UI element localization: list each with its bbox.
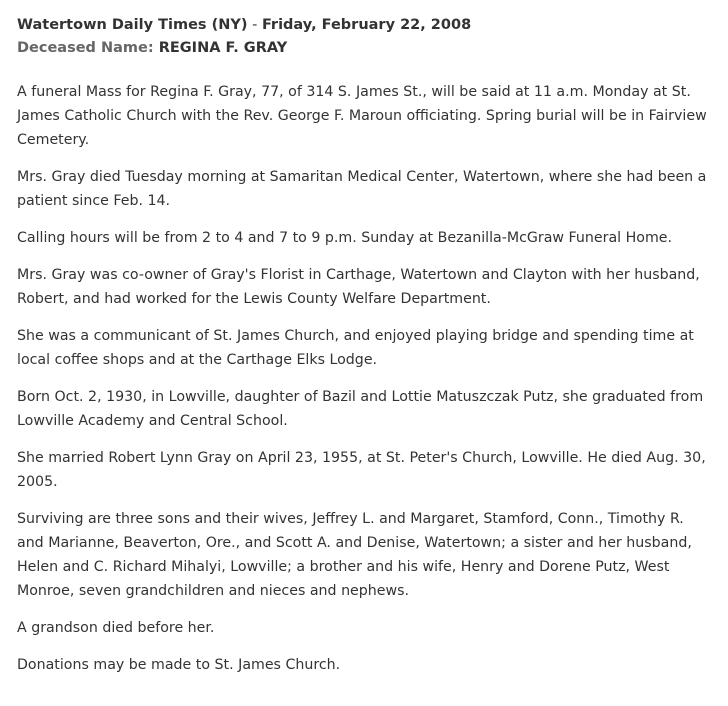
deceased-name: REGINA F. GRAY xyxy=(158,40,288,56)
paragraph-survivors: Surviving are three sons and their wives, Jeffrey L. and Margaret, Stamford, Conn., Timothy R. and Marianne, Beaverton, Ore., and Scott A. and Denise, Watertown; a sister and her husband, Helen and C. Richard Mihalyi, Lowville; a brother and his wife, Henry and Dorene Putz, West Monroe, seven grandchildren and nieces and nephews. xyxy=(17,511,692,599)
obituary-body xyxy=(17,80,714,677)
deceased-name-line xyxy=(17,37,714,60)
paragraph-death: Mrs. Gray died Tuesday morning at Samaritan Medical Center, Watertown, where she had been a patient since Feb. 14. xyxy=(17,169,707,209)
paragraph-communicant: She was a communicant of St. James Church, and enjoyed playing bridge and spending time at local coffee shops and at the Carthage Elks Lodge. xyxy=(17,328,694,368)
paragraph-birth: Born Oct. 2, 1930, in Lowville, daughter of Bazil and Lottie Matuszczak Putz, she graduated from Lowville Academy and Central School. xyxy=(17,389,704,429)
paragraph-predeceased: A grandson died before her. xyxy=(17,620,215,636)
paragraph-funeral-mass: A funeral Mass for Regina F. Gray, 77, of 314 S. James St., will be said at 11 a.m. Monday at St. James Catholic Church with the Rev. George F. Maroun officiating. Spring burial will be in Fairview Cemetery. xyxy=(17,84,707,148)
publication-date: Friday, February 22, 2008 xyxy=(261,17,472,33)
publication-name: Watertown Daily Times (NY) xyxy=(17,17,248,33)
paragraph-occupation: Mrs. Gray was co-owner of Gray's Florist in Carthage, Watertown and Clayton with her husband, Robert, and had worked for the Lewis County Welfare Department. xyxy=(17,267,700,307)
paragraph-calling-hours: Calling hours will be from 2 to 4 and 7 to 9 p.m. Sunday at Bezanilla-McGraw Funeral Home. xyxy=(17,230,673,246)
deceased-label: Deceased Name: xyxy=(17,40,154,56)
publication-header xyxy=(17,14,714,37)
header-separator: - xyxy=(247,17,262,33)
paragraph-donations: Donations may be made to St. James Church. xyxy=(17,657,341,673)
paragraph-marriage: She married Robert Lynn Gray on April 23, 1955, at St. Peter's Church, Lowville. He died Aug. 30, 2005. xyxy=(17,450,706,490)
